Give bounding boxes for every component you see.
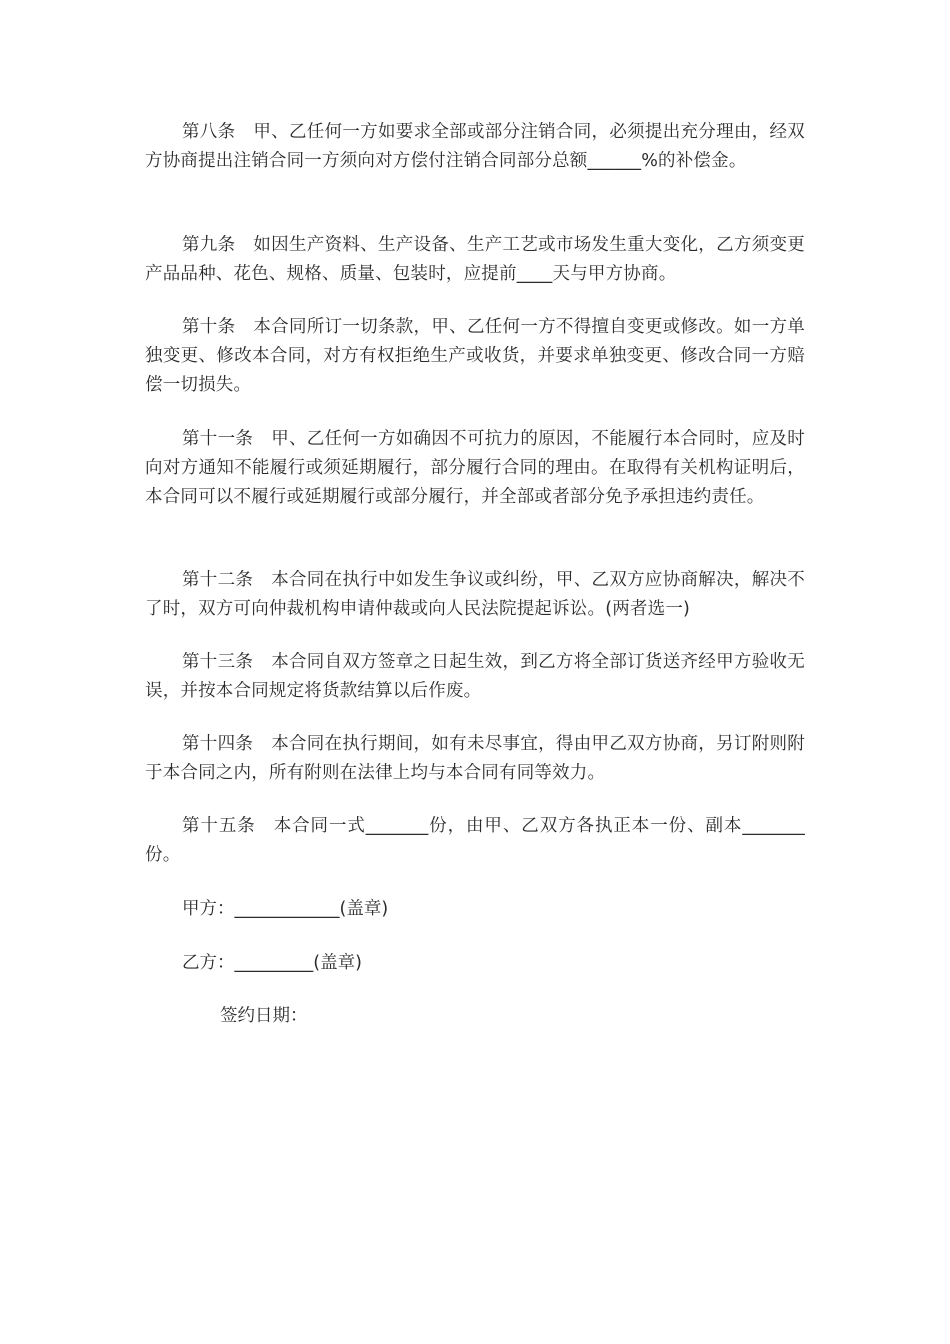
article-11 [145, 425, 805, 512]
article-text: 本合同自双方签章之日起生效，到乙方将全部订货送齐经甲方验收无误，并按本合同规定将货款结算以后作废。 [145, 652, 805, 701]
party-b-signature: 乙方：_________(盖章) [182, 953, 362, 973]
article-10 [145, 313, 805, 400]
article-15 [145, 812, 805, 870]
article-text: 甲、乙任何一方如要求全部或部分注销合同，必须提出充分理由，经双方协商提出注销合同一方须向对方偿付注销合同部分总额______%的补偿金。 [145, 122, 805, 171]
article-text: 本合同一式_______份，由甲、乙双方各执正本一份、副本_______份。 [145, 816, 805, 865]
article-title: 第十二条 [182, 570, 254, 590]
party-a-signature: 甲方：____________(盖章) [182, 899, 389, 919]
article-9 [145, 231, 805, 289]
article-14 [145, 730, 805, 788]
article-title: 第十四条 [182, 734, 254, 754]
article-title: 第十三条 [182, 652, 254, 672]
article-12 [145, 566, 805, 624]
article-title: 第九条 [182, 235, 236, 255]
signing-date: 签约日期： [220, 1006, 308, 1026]
article-text: 本合同所订一切条款，甲、乙任何一方不得擅自变更或修改。如一方单独变更、修改本合同，对方有权拒绝生产或收货，并要求单独变更、修改合同一方赔偿一切损失。 [145, 317, 805, 395]
article-text: 甲、乙任何一方如确因不可抗力的原因，不能履行本合同时，应及时向对方通知不能履行或须延期履行，部分履行合同的理由。在取得有关机构证明后，本合同可以不履行或延期履行或部分履行，并全部或者部分免予承担违约责任。 [145, 429, 805, 507]
article-title: 第八条 [182, 122, 236, 142]
article-text: 如因生产资料、生产设备、生产工艺或市场发生重大变化，乙方须变更产品品种、花色、规格、质量、包装时，应提前____天与甲方协商。 [145, 235, 805, 284]
article-title: 第十五条 [182, 816, 256, 836]
article-text: 本合同在执行期间，如有未尽事宜，得由甲乙双方协商，另订附则附于本合同之内，所有附则在法律上均与本合同有同等效力。 [145, 734, 805, 783]
article-title: 第十条 [182, 317, 236, 337]
article-text: 本合同在执行中如发生争议或纠纷，甲、乙双方应协商解决，解决不了时，双方可向仲裁机构申请仲裁或向人民法院提起诉讼。(两者选一) [145, 570, 805, 619]
article-13 [145, 648, 805, 706]
article-title: 第十一条 [182, 429, 254, 449]
article-8 [145, 118, 805, 176]
